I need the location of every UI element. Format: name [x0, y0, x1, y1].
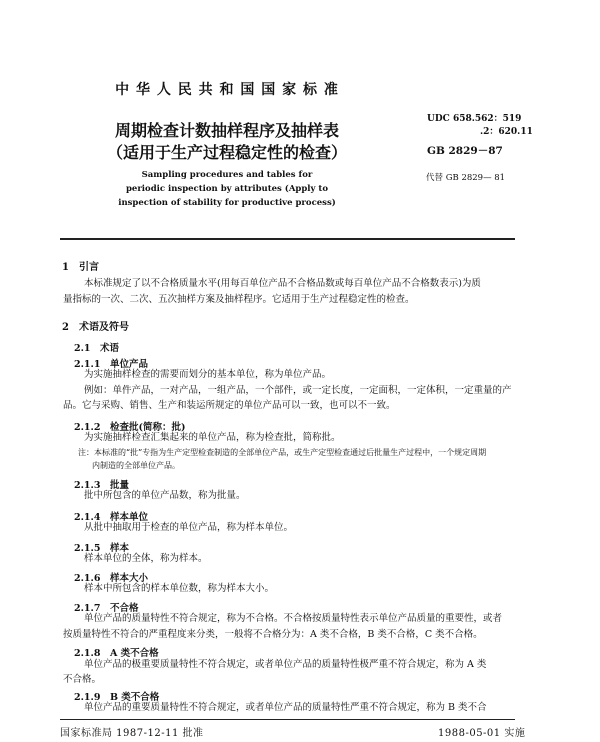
- approval-date: 国家标准局 1987-12-11 批准: [60, 728, 204, 739]
- term-2-1-6-line-1: 样本中所包含的样本单位数，称为样本大小。: [84, 583, 275, 594]
- term-2-1-1-line-3: 品。它与采购、销售、生产和装运所规定的单位产品可以一致，也可以不一致。: [63, 400, 396, 411]
- section-2-heading: 2 术语及符号: [62, 322, 129, 333]
- gb-standard-number: GB 2829－87: [427, 145, 503, 157]
- term-2-1-1-heading: 2.1.1 单位产品: [74, 359, 148, 370]
- term-2-1-3-heading: 2.1.3 批量: [74, 480, 129, 491]
- udc-code-line-1: UDC 658.562：519: [427, 114, 522, 124]
- term-2-1-8-heading: 2.1.8 A 类不合格: [74, 648, 159, 659]
- issuing-organization: 中 华 人 民 共 和 国 国 家 标 准: [115, 82, 339, 98]
- term-2-1-2-note-line-2: 内制造的全部单位产品。: [92, 461, 180, 470]
- title-english-line-3: inspection of stability for productive process): [118, 198, 336, 208]
- term-2-1-5-heading: 2.1.5 样本: [74, 543, 129, 554]
- section-1-paragraph-line-1: 本标准规定了以不合格质量水平(用每百单位产品不合格品数或每百单位产品不合格数表示)为质: [84, 278, 481, 289]
- term-2-1-4-line-1: 从批中抽取用于检查的单位产品，称为样本单位。: [84, 522, 294, 533]
- effective-date: 1988-05-01 实施: [438, 728, 526, 739]
- term-2-1-3-line-1: 批中所包含的单位产品数，称为批量。: [84, 490, 246, 501]
- term-2-1-9-heading: 2.1.9 B 类不合格: [74, 692, 160, 703]
- term-2-1-7-line-2: 按质量特性不符合的严重程度来分类，一般将不合格分为：A 类不合格，B 类不合格，C 类不合格。: [63, 629, 483, 640]
- term-2-1-2-heading: 2.1.2 检查批(简称：批): [74, 422, 186, 433]
- title-chinese-line-1: 周期检查计数抽样程序及抽样表: [114, 121, 339, 140]
- udc-code-line-2: .2：620.11: [480, 127, 533, 137]
- term-2-1-1-line-2: 例如：单件产品，一对产品，一组产品，一个部件，或一定长度，一定面积，一定体积，一定重量的产: [84, 385, 512, 396]
- term-2-1-8-line-2: 不合格。: [63, 674, 102, 685]
- section-1-heading: 1 引言: [62, 262, 99, 273]
- term-2-1-7-line-1: 单位产品的质量特性不符合规定，称为不合格。不合格按质量特性表示单位产品质量的重要性，或者: [84, 613, 503, 624]
- term-2-1-5-line-1: 样本单位的全体，称为样本。: [84, 553, 208, 564]
- term-2-1-9-line-1: 单位产品的重要质量特性不符合规定，或者单位产品的质量特性严重不符合规定，称为 B 类不合: [84, 702, 487, 713]
- title-english-line-1: Sampling procedures and tables for: [141, 170, 313, 180]
- title-chinese-line-2: （适用于生产过程稳定性的检查）: [106, 143, 347, 162]
- term-2-1-1-line-1: 为实施抽样检查的需要而划分的基本单位，称为单位产品。: [84, 369, 332, 380]
- term-2-1-8-line-1: 单位产品的极重要质量特性不符合规定，或者单位产品的质量特性极严重不符合规定，称为 A 类: [84, 659, 487, 670]
- term-2-1-6-heading: 2.1.6 样本大小: [74, 573, 148, 584]
- term-2-1-2-note-line-1: 注：本标准的“批”专指为生产定型检查制造的全部单位产品，或生产定型检查通过后批量生产过程中，一个规定周期: [78, 448, 487, 457]
- section-2-1-heading: 2.1 术语: [74, 343, 120, 354]
- term-2-1-7-heading: 2.1.7 不合格: [74, 603, 139, 614]
- term-2-1-4-heading: 2.1.4 样本单位: [74, 512, 148, 523]
- header-divider: [60, 238, 515, 240]
- replaces-standard: 代替 GB 2829— 81: [426, 173, 506, 183]
- section-1-paragraph-line-2: 量指标的一次、二次、五次抽样方案及抽样程序。它适用于生产过程稳定性的检查。: [63, 294, 415, 305]
- title-english-line-2: periodic inspection by attributes (Apply to: [125, 184, 329, 194]
- term-2-1-2-line-1: 为实施抽样检查汇集起来的单位产品，称为检查批，简称批。: [84, 432, 341, 443]
- footer-divider: [60, 719, 515, 720]
